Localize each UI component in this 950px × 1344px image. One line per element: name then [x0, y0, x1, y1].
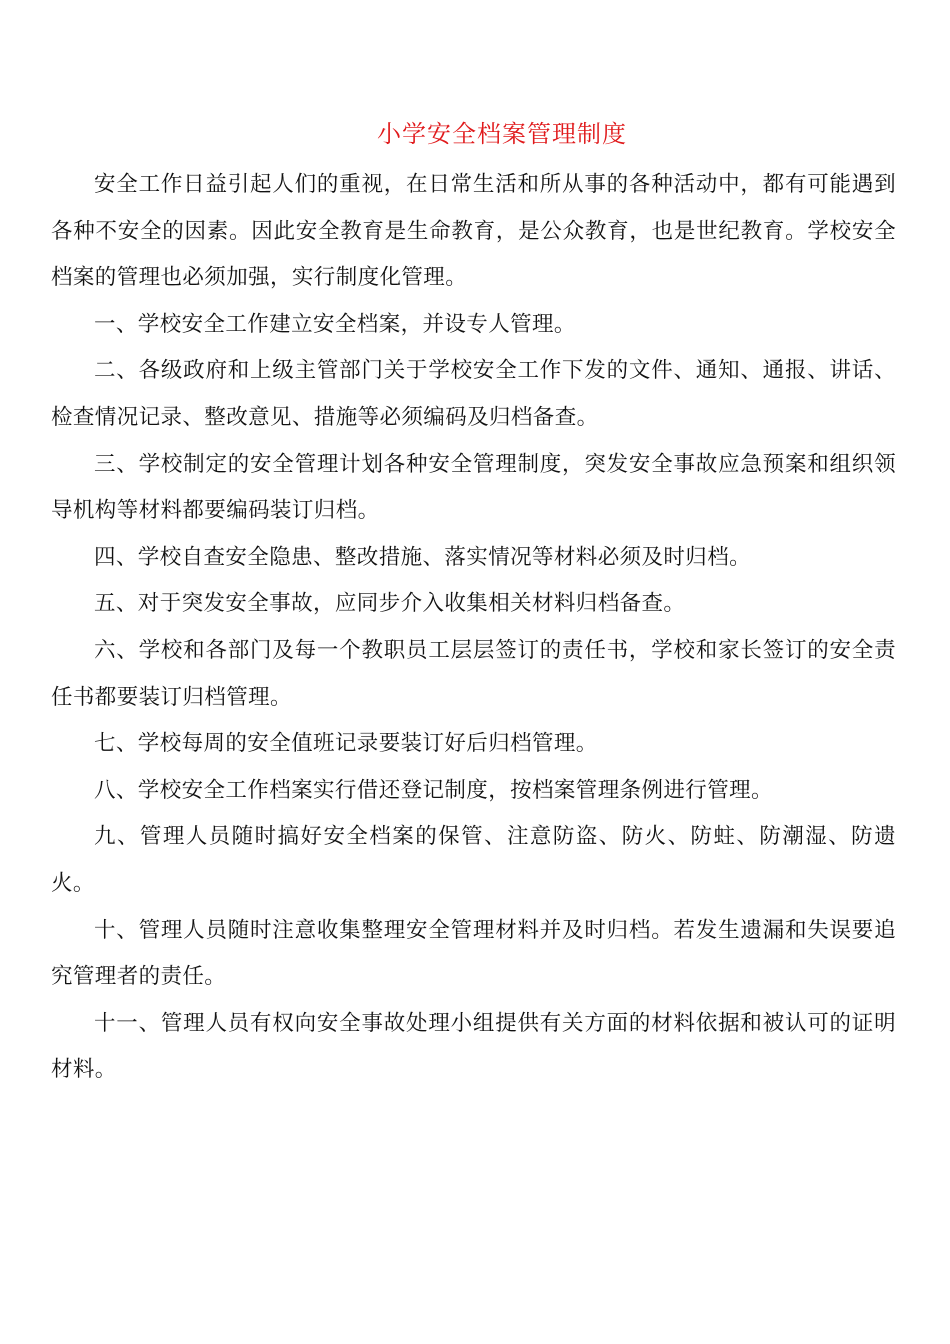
clause-11: 十一、管理人员有权向安全事故处理小组提供有关方面的材料依据和被认可的证明材料。: [51, 1010, 896, 1083]
intro-paragraph: 安全工作日益引起人们的重视，在日常生活和所从事的各种活动中，都有可能遇到各种不安全的因素。因此安全教育是生命教育，是公众教育，也是世纪教育。学校安全档案的管理也必须加强，实行制度化管理。: [51, 172, 896, 291]
clause-7: 七、学校每周的安全值班记录要装订好后归档管理。: [94, 731, 598, 757]
clause-10: 十、管理人员随时注意收集整理安全管理材料并及时归档。若发生遗漏和失误要追究管理者的责任。: [51, 917, 896, 990]
clause-6: 六、学校和各部门及每一个教职员工层层签订的责任书，学校和家长签订的安全责任书都要装订归档管理。: [51, 637, 896, 710]
document-title: 小学安全档案管理制度: [377, 120, 627, 148]
clause-9: 九、管理人员随时搞好安全档案的保管、注意防盗、防火、防蛀、防潮湿、防遗火。: [51, 824, 896, 896]
document-body: [51, 162, 896, 1094]
clause-3: 三、学校制定的安全管理计划各种安全管理制度，突发安全事故应急预案和组织领导机构等材料都要编码装订归档。: [51, 451, 896, 524]
clause-4: 四、学校自查安全隐患、整改措施、落实情况等材料必须及时归档。: [94, 544, 752, 570]
clause-8: 八、学校安全工作档案实行借还登记制度，按档案管理条例进行管理。: [94, 777, 773, 803]
clause-5: 五、对于突发安全事故，应同步介入收集相关材料归档备查。: [94, 591, 686, 617]
clause-2: 二、各级政府和上级主管部门关于学校安全工作下发的文件、通知、通报、讲话、检查情况记录、整改意见、措施等必须编码及归档备查。: [51, 358, 896, 430]
clause-1: 一、学校安全工作建立安全档案，并设专人管理。: [94, 311, 576, 337]
